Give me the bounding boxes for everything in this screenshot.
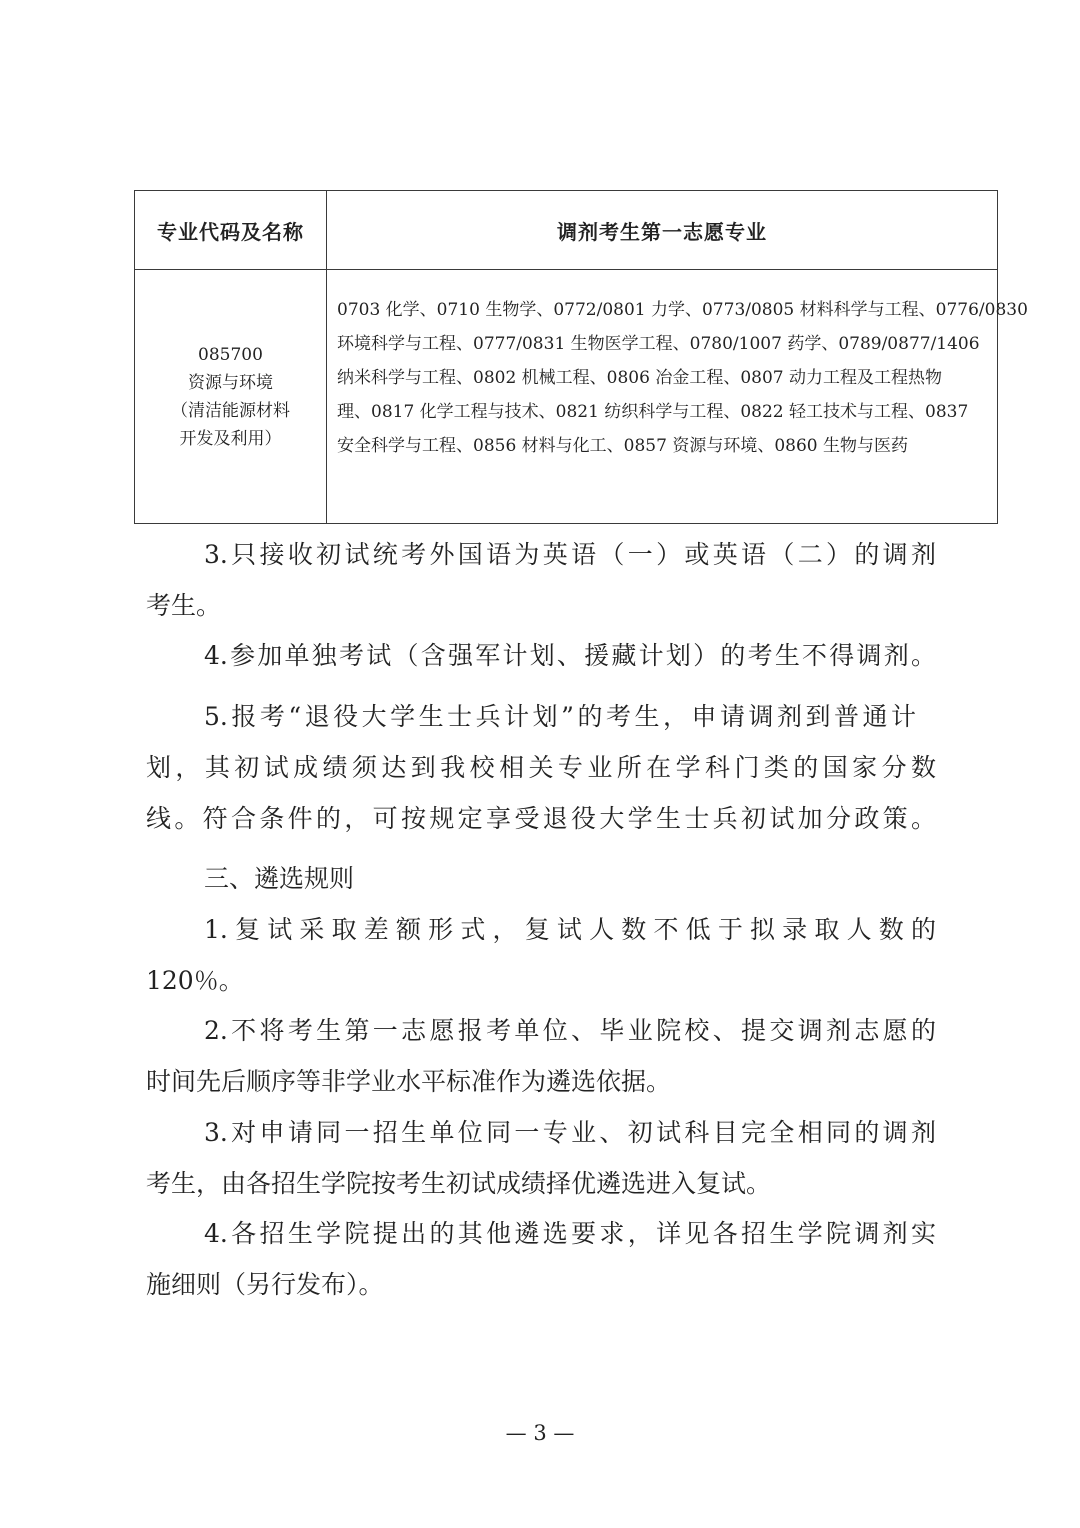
paragraph-line: 3.只接收初试统考外国语为英语（一）或英语（二）的调剂	[204, 540, 936, 569]
table-header-major: 专业代码及名称	[157, 219, 304, 244]
table-row-divider	[135, 269, 997, 270]
major-direction-line-2: 开发及利用）	[179, 429, 282, 449]
paragraph-line: 5.报考“退役大学生士兵计划”的考生，申请调剂到普通计	[204, 702, 916, 731]
table-header-first-choice: 调剂考生第一志愿专业	[557, 219, 767, 244]
paragraph-line: 线。符合条件的，可按规定享受退役大学生士兵初试加分政策。	[146, 804, 936, 833]
page-number: — 3 —	[505, 1421, 575, 1445]
first-choice-line: 安全科学与工程、0856 材料与化工、0857 资源与环境、0860 生物与医药	[337, 436, 909, 456]
paragraph-line: 施细则（另行发布）。	[146, 1270, 384, 1299]
paragraph-line: 4.参加单独考试（含强军计划、援藏计划）的考生不得调剂。	[204, 641, 936, 670]
first-choice-line: 0703 化学、0710 生物学、0772/0801 力学、0773/0805 材料科学与工程、0776/0830	[337, 300, 1028, 320]
section-heading: 三、遴选规则	[204, 864, 355, 893]
paragraph-line: 4.各招生学院提出的其他遴选要求，详见各招生学院调剂实	[204, 1219, 936, 1248]
first-choice-line: 环境科学与工程、0777/0831 生物医学工程、0780/1007 药学、0789/0877/1406	[337, 334, 980, 354]
transfer-majors-table	[134, 190, 1028, 524]
paragraph-line: 时间先后顺序等非学业水平标准作为遴选依据。	[146, 1067, 672, 1096]
table-cell-first-choice	[337, 285, 1028, 472]
paragraph-line: 划，其初试成绩须达到我校相关专业所在学科门类的国家分数	[146, 753, 936, 782]
paragraph-line: 120％。	[146, 966, 244, 995]
first-choice-line: 纳米科学与工程、0802 机械工程、0806 冶金工程、0807 动力工程及工程热物	[337, 368, 943, 388]
major-direction-line-1: （清洁能源材料	[171, 401, 290, 421]
first-choice-line: 理、0817 化学工程与技术、0821 纺织科学与工程、0822 轻工技术与工程、0837	[337, 402, 969, 422]
major-code: 085700	[198, 345, 263, 365]
paragraph-line: 2.不将考生第一志愿报考单位、毕业院校、提交调剂志愿的	[204, 1016, 936, 1045]
paragraph-line: 考生，由各招生学院按考生初试成绩择优遴选进入复试。	[146, 1169, 772, 1198]
paragraph-line: 3.对申请同一招生单位同一专业、初试科目完全相同的调剂	[204, 1118, 936, 1147]
paragraph-line: 考生。	[146, 591, 222, 620]
major-name: 资源与环境	[188, 373, 273, 393]
table-cell-major	[135, 271, 326, 523]
paragraph-line: 1.复试采取差额形式，复试人数不低于拟录取人数的	[204, 915, 936, 944]
